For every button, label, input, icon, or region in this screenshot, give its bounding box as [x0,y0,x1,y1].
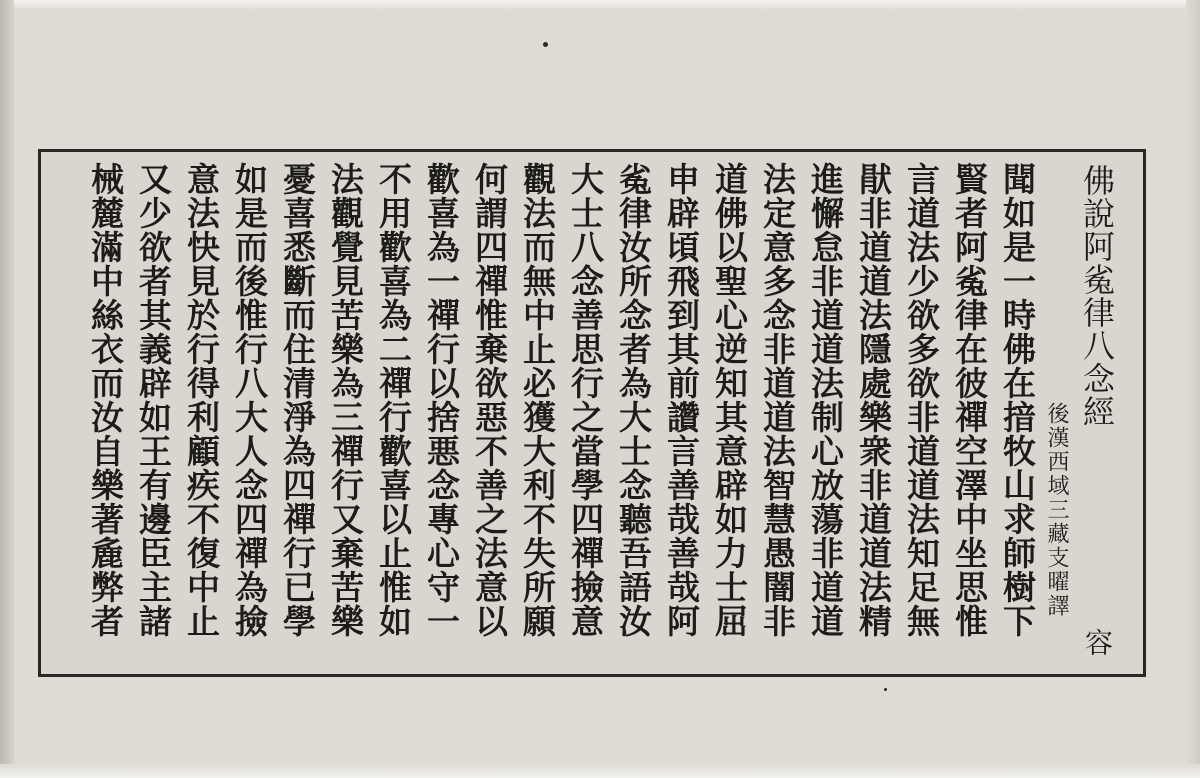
ink-speck [543,42,548,47]
text-column-20: 械麓滿中絲衣而汝自樂著麁弊者 [86,162,125,638]
sutra-title: 佛說阿㝹律八念經 [1078,164,1116,428]
text-column-9: 㝹律汝所念者為大士念聽吾語汝 [614,162,653,638]
text-column-7: 道佛以聖心逆知其意辟如力士屈 [710,162,749,638]
text-column-2: 賢者阿㝹律在彼禪空澤中坐思惟 [950,162,989,638]
text-column-6: 法定意多念非道道法智慧愚闇非 [758,162,797,638]
text-column-14: 不用歡喜為二禪行歡喜以止惟如 [374,162,413,638]
text-column-4: 猒非道道法隱處樂衆非道道法精 [854,162,893,638]
text-frame [38,149,1146,677]
page-edge-right [1186,0,1200,778]
page-edge-bottom [0,764,1200,778]
text-column-12: 何謂四禪惟棄欲惡不善之法意以 [470,162,509,638]
text-column-1: 聞如是一時佛在揞牧山求師樹下 [998,162,1037,638]
ink-speck [884,688,887,691]
text-column-10: 大士八念善思行之當學四禪撿意 [566,162,605,638]
text-column-13: 歡喜為一禪行以捨悪念專心守一 [422,162,461,638]
catalog-mark: 容 [1081,628,1114,656]
translator-line: 後漢西域三藏支曜譯 [1044,402,1069,618]
text-column-8: 申辟頃飛到其前讚言善哉善哉阿 [662,162,701,638]
text-column-3: 言道法少欲多欲非道道法知足無 [902,162,941,638]
text-column-17: 如是而後惟行八大人念四禪為撿 [230,162,269,638]
page-edge-left [0,0,14,778]
text-column-19: 又少欲者其義辟如王有邊臣主諸 [134,162,173,638]
text-column-18: 意法快見於行得利顧疾不復中止 [182,162,221,638]
text-column-5: 進懈怠非道道法制心放蕩非道道 [806,162,845,638]
page-edge-top [0,0,1200,10]
text-column-16: 憂喜悉斷而住清淨為四禪行已學 [278,162,317,638]
text-column-11: 觀法而無中止必獲大利不失所願 [518,162,557,638]
text-column-15: 法觀覺見苦樂為三禪行又棄苦樂 [326,162,365,638]
